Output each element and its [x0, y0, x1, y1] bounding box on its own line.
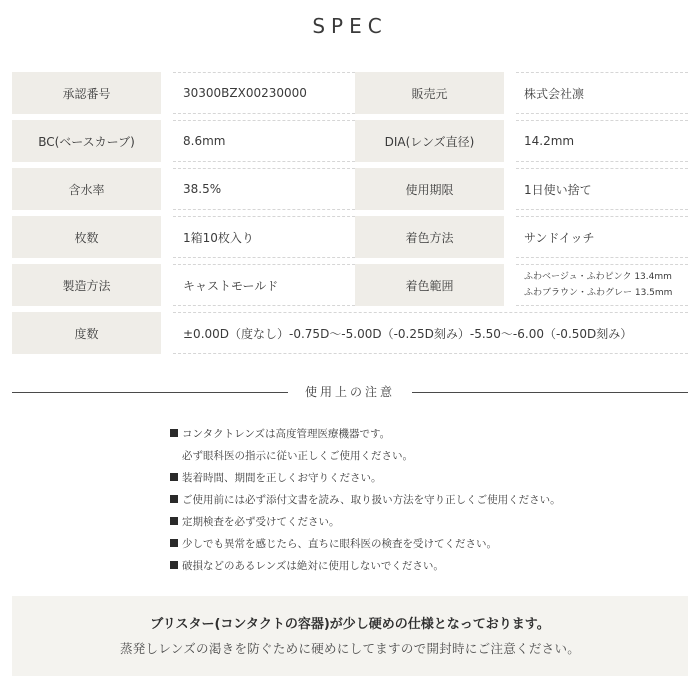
spec-value-power: ±0.00D（度なし）-0.75D〜-5.00D（-0.25D刻み）-5.50〜-6.00（-0.50D刻み） [173, 312, 688, 354]
spec-value-approval-no: 30300BZX00230000 [173, 72, 355, 114]
spec-value-count: 1箱10枚入り [173, 216, 355, 258]
list-item: 必ず眼科医の指示に従い正しくご使用ください。 [182, 450, 413, 462]
list-item: 少しでも異常を感じたら、直ちに眼科医の検査を受けてください。 [170, 533, 650, 555]
spec-value-bc: 8.6mm [173, 120, 355, 162]
spec-label-manufacturing: 製造方法 [12, 264, 161, 306]
blister-notice [12, 596, 688, 676]
spec-row [12, 120, 688, 162]
caution-header [12, 382, 688, 402]
caution-divider-right [412, 392, 688, 393]
notice-title: ブリスター(コンタクトの容器)が少し硬めの仕様となっております。 [150, 617, 550, 632]
spec-row [12, 216, 688, 258]
caution-title: 使用上の注意 [304, 385, 395, 399]
square-bullet-icon [170, 561, 178, 569]
spec-label-coloring-range: 着色範囲 [355, 264, 504, 306]
caution-notes [170, 423, 650, 577]
spec-label-bc: BC(ベースカーブ) [12, 120, 161, 162]
spec-label-dia: DIA(レンズ直径) [355, 120, 504, 162]
spec-table [12, 72, 688, 360]
spec-row [12, 72, 688, 114]
spec-label-coloring-method: 着色方法 [355, 216, 504, 258]
list-item: ご使用前には必ず添付文書を読み、取り扱い方法を守り正しくご使用ください。 [170, 489, 650, 511]
spec-label-seller: 販売元 [355, 72, 504, 114]
square-bullet-icon [170, 495, 178, 503]
list-item: コンタクトレンズは高度管理医療機器です。 [170, 423, 650, 445]
page-title: SPEC [312, 14, 388, 38]
list-item: 装着時間、期間を正しくお守りください。 [170, 467, 650, 489]
spec-label-approval-no: 承認番号 [12, 72, 161, 114]
spec-value-coloring-method: サンドイッチ [516, 216, 688, 258]
square-bullet-icon [170, 517, 178, 525]
spec-value-seller: 株式会社凛 [516, 72, 688, 114]
spec-value-coloring-range [516, 264, 688, 306]
spec-row [12, 264, 688, 306]
spec-label-count: 枚数 [12, 216, 161, 258]
coloring-range-line-2: ふわブラウン・ふわグレー 13.5mm [524, 288, 673, 298]
spec-row [12, 312, 688, 354]
spec-row [12, 168, 688, 210]
spec-value-manufacturing: キャストモールド [173, 264, 355, 306]
spec-label-period: 使用期限 [355, 168, 504, 210]
coloring-range-line-1: ふわベージュ・ふわピンク 13.4mm [524, 272, 672, 282]
square-bullet-icon [170, 473, 178, 481]
square-bullet-icon [170, 539, 178, 547]
list-item: 破損などのあるレンズは絶対に使用しないでください。 [170, 555, 650, 577]
square-bullet-icon [170, 429, 178, 437]
spec-label-water: 含水率 [12, 168, 161, 210]
spec-value-water: 38.5% [173, 168, 355, 210]
spec-label-power: 度数 [12, 312, 161, 354]
spec-value-dia: 14.2mm [516, 120, 688, 162]
notice-body: 蒸発しレンズの渇きを防ぐために硬めにしてますので開封時にご注意ください。 [119, 641, 581, 656]
list-item: 定期検査を必ず受けてください。 [170, 511, 650, 533]
spec-value-period: 1日使い捨て [516, 168, 688, 210]
